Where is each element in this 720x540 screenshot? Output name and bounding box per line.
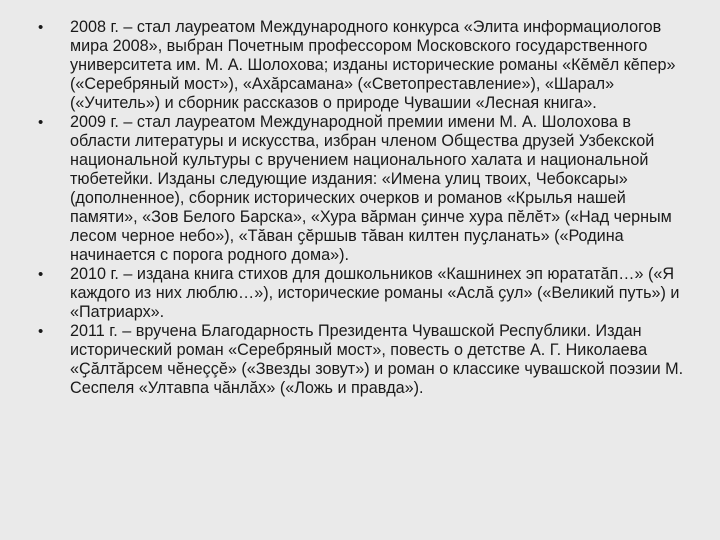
bullet-icon: • — [38, 323, 44, 340]
bullet-list — [38, 18, 690, 398]
list-item-text: 2008 г. – стал лауреатом Международного конкурса «Элита информациологов мира 2008», выбран Почетным профессором Московского государственного университета им. М. А. Шолохова; изданы исторические романы «Кĕмĕл кĕпер» («Серебряный мост»), «Ахăрсамана» («Светопреставление»), «Шарал» («Учитель») и сборник рассказов о природе Чувашии «Лесная книга». — [70, 18, 676, 112]
list-item-text: 2009 г. – стал лауреатом Международной премии имени М. А. Шолохова в области литературы и искусства, избран членом Общества друзей Узбекской национальной культуры с вручением национального халата и национальной тюбетейки. Изданы следующие издания: «Имена улиц твоих, Чебоксары» (дополненное), сборник исторических очерков и романов «Крылья нашей памяти», «Зов Белого Барска», «Хура вăрман ҫинче хура пĕлĕт» («Над черным лесом черное небо»), «Тăван ҫĕршыв тăван килтен пуҫланать» («Родина начинается с порога родного дома»). — [70, 113, 672, 264]
list-item-text: 2011 г. – вручена Благодарность Президента Чувашской Республики. Издан исторический роман «Серебряный мост», повесть о детстве А. Г. Николаева «Ҫăлтăрсем чĕнеççĕ» («Звезды зовут») и роман о классике чувашской поэзии М. Сеспеля «Ултавпа чăнлăх» («Ложь и правда»). — [70, 322, 684, 397]
list-item-2009 — [38, 113, 690, 265]
bullet-icon: • — [38, 19, 44, 36]
list-item-2010 — [38, 265, 690, 322]
list-item-2011 — [38, 322, 690, 398]
list-item-text: 2010 г. – издана книга стихов для дошкольников «Кашнинех эп юрататăп…» («Я каждого из них люблю…»), исторические романы «Аслă ҫул» («Великий путь») и «Патриарх». — [70, 265, 680, 321]
bullet-icon: • — [38, 266, 44, 283]
bullet-icon: • — [38, 114, 44, 131]
list-item-2008 — [38, 18, 690, 113]
